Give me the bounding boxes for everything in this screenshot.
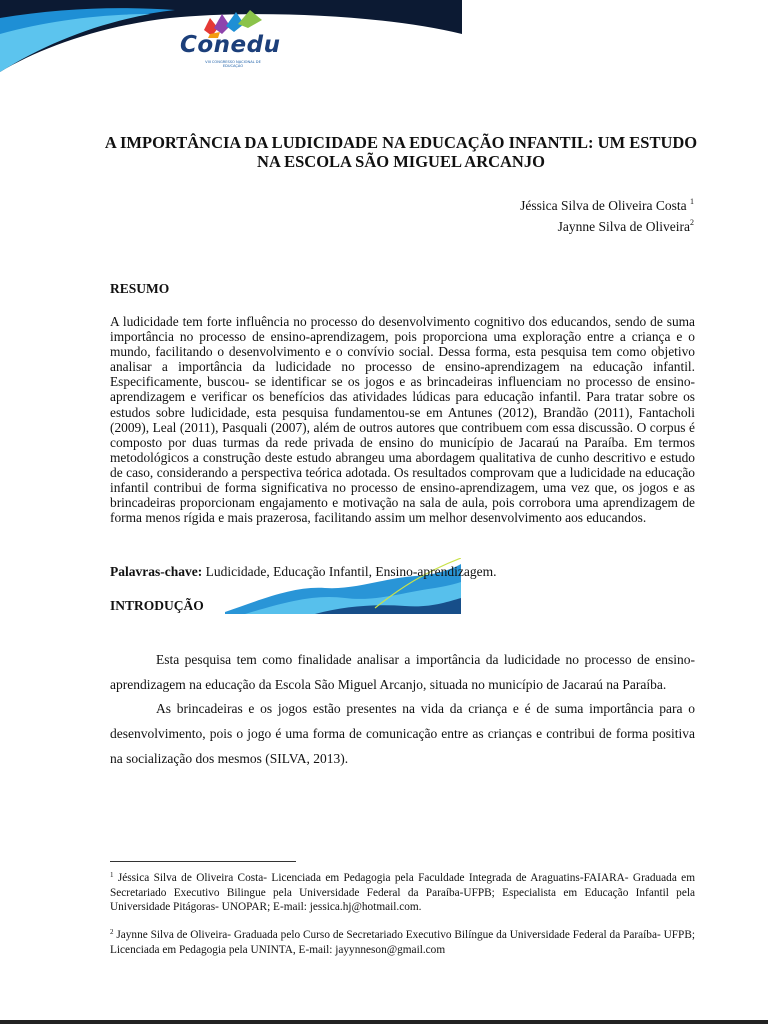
conedu-logo <box>180 10 280 72</box>
footer-bar <box>0 1020 768 1024</box>
author-2 <box>520 214 694 235</box>
keywords-line <box>110 564 497 580</box>
footnote-1-mark: 1 <box>110 871 114 879</box>
footnote-2 <box>110 925 695 957</box>
footnote-1-text: Jéssica Silva de Oliveira Costa- Licenciada em Pedagogia pela Faculdade Integrada de Araguatins-FAIARA- Graduada em Secretariado Executivo Bilingue pela Universidade Federal da Paraíba-UFPB; Especialista em Educação Infantil pela Universidade Pitágoras- UNOPAR; E-mail: jessica.hj@hotmail.com. <box>110 872 695 913</box>
author-2-mark: 2 <box>690 218 694 227</box>
logo-subtitle: VIII CONGRESSO NACIONAL DE EDUCAÇÃO <box>205 60 261 68</box>
author-list <box>520 193 694 235</box>
paragraph: As brincadeiras e os jogos estão presentes na vida da criança e é de suma importância para o desenvolvimento, pois o jogo é uma forma de comunicação entre as crianças e contribui de forma positiva na socialização dos mesmos (SILVA, 2013). <box>110 701 695 766</box>
resumo-heading: RESUMO <box>110 281 170 296</box>
author-1 <box>520 193 694 214</box>
footnote-2-mark: 2 <box>110 928 114 936</box>
introducao-heading: INTRODUÇÃO <box>110 598 204 613</box>
introducao-body <box>110 648 695 772</box>
footnote-divider <box>110 861 296 862</box>
keywords-label: Palavras-chave: <box>110 564 203 579</box>
footnote-2-text: Jaynne Silva de Oliveira- Graduada pelo Curso de Secretariado Executivo Bilíngue da Universidade Federal da Paraíba- UFPB; Licenciada em Pedagogia pela UNINTA, E-mail: jayynneson@gmail.com <box>110 929 695 956</box>
abstract-text: A ludicidade tem forte influência no processo do desenvolvimento cognitivo dos educandos, sendo de suma importância no processo de ensino-aprendizagem, pois proporciona uma exploração entre a criança e o mundo, facilitando o desenvolvimento e o convívio social. Dessa forma, esta pesquisa tem como objetivo analisar a importância da ludicidade no processo de ensino-aprendizagem na educação infantil. Especificamente, buscou- se identificar se os jogos e as brincadeiras influenciam no processo de ensino-aprendizagem e verificar os benefícios das atividades lúdicas para educação infantil. Para tratar sobre os estudos sobre ludicidade, esta pesquisa fundamentou-se em Antunes (2012), Brandão (2011), Fantacholi (2009), Leal (2011), Pasquali (2007), além de outros autores que contribuem com essa discussão. O corpus é composto por duas turmas da rede privada de ensino do município de Jacaraú na Paraíba. Em termos metodológicos a construção deste estudo abrangeu uma abordagem qualitativa de cunho descritivo e estudo de caso, considerando a perspectiva teórica adotada. Os resultados comprovam que a ludicidade na educação infantil contribui de forma significativa no processo de ensino-aprendizagem, uma vez que, os jogos e as brincadeiras proporcionam engajamento e motivação na sala de aula, pois corrobora uma aprendizagem de forma menos rígida e mais prazerosa, facilitando assim um melhor desenvolvimento aos educandos. <box>110 314 695 526</box>
footnote-1 <box>110 868 695 915</box>
paper-title: A IMPORTÂNCIA DA LUDICIDADE NA EDUCAÇÃO INFANTIL: UM ESTUDO NA ESCOLA SÃO MIGUEL ARCANJO <box>104 133 698 171</box>
keywords-text: Ludicidade, Educação Infantil, Ensino-aprendizagem. <box>202 564 497 579</box>
paragraph: Esta pesquisa tem como finalidade analisar a importância da ludicidade no processo de ensino-aprendizagem na educação da Escola São Miguel Arcanjo, situada no município de Jacaraú na Paraíba. <box>110 652 695 692</box>
author-1-mark: 1 <box>690 197 694 206</box>
author-1-name: Jéssica Silva de Oliveira Costa <box>520 198 690 213</box>
author-2-name: Jaynne Silva de Oliveira <box>557 219 690 234</box>
logo-wordmark: Conedu <box>180 32 281 58</box>
